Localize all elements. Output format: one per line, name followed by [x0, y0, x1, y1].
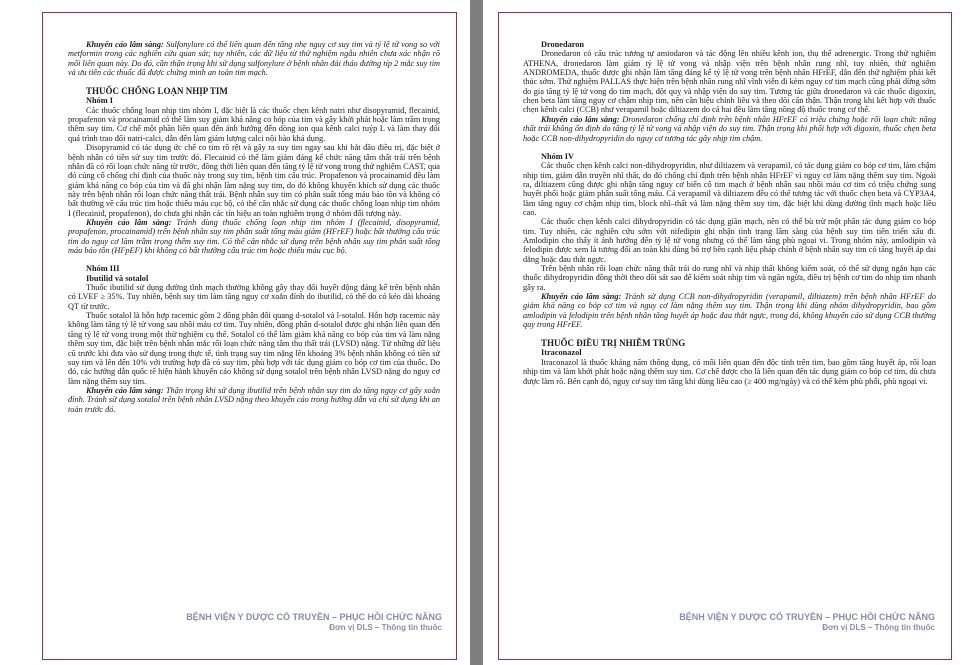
document-page-right [483, 0, 965, 665]
drug-title: Dronedaron [541, 40, 585, 49]
section-title: THUỐC CHỐNG LOẠN NHỊP TIM [86, 86, 228, 97]
subsection-title: Nhóm I [86, 96, 113, 106]
body-paragraph: Itraconazol là thuốc kháng nấm thông dụng, có mối liên quan đến độc tính trên tim, bao gồm tăng huyết áp, rối loạn nhịp tim và làm khởi phát hoặc nặng thêm suy tim. Cơ chế được cho là liên quan đến tác dụng giảm co bóp cơ tim, dù chưa được làm rõ. Bên cạnh đó, nguy cơ suy tim tăng khi dùng liều cao (≥ 400 mg/ngày) và có thể kèm phù phổi, phù ngoại vi. [523, 357, 936, 386]
body-paragraph: Dronedaron có cấu trúc tương tự amiodaron và tác động lên nhiều kênh ion, thụ thể adrenergic. Trong thử nghiệm ATHENA, dronedaron làm giảm tỷ lệ tử vong và nhập viện trên bệnh nhân rung nhĩ, tuy nhiên, thử nghiệm ANDROMEDA, thuốc được ghi nhận làm tăng đáng kể tỷ lệ tử vong trên bệnh nhân HFrEF, dẫn đến thử nghiệm phải kết thúc sớm. Thử nghiệm PALLAS thực hiện trên bệnh nhân rung nhĩ vĩnh viễn đi kèm nguy cơ tim mạch cũng phải dừng sớm do gia tăng tỷ lệ tử vong do tim mạch, đột quỵ và nhập viện do suy tim. Tương tác giữa dronedaron và các thuốc digoxin, chẹn beta làm tăng nguy cơ chậm nhịp tim, nên cần hiệu chỉnh liều và theo dõi cẩn thận. Thận trọng khi kết hợp với thuốc chẹn kênh calci (CCB) như verapamil hoặc diltiazem do cả hai đều làm tăng nồng độ thuốc trong cơ thể. [523, 49, 936, 115]
recommendation-label: Khuyến cáo lâm sàng: [86, 217, 172, 227]
footer-unit-name: Đơn vị DLS – Thông tin thuốc [329, 623, 442, 632]
recommendation-text: Thận trọng khi sử dụng ibutilid trên bệnh nhân suy tim do tăng nguy cơ gây xoắn đỉnh. Tránh sử dụng sotalol trên bệnh nhân LVSD nặng theo khuyến cáo trong hướng dẫn và chỉ sử dụng khi an toàn trước đó. [68, 385, 440, 414]
body-paragraph: Các thuốc chẹn kênh calci dihydropyridin có tác dụng giãn mạch, nên có thể bù trừ một phần tác dụng giảm co bóp tim. Tuy nhiên, các nghiên cứu sớm với nifedipin ghi nhận tình trạng lâm sàng của bệnh suy tim tiến triển xấu đi. Amlodipin cho thấy ít ảnh hưởng đến tỷ lệ tử vong nhưng có thể làm tăng phù ngoại vi. Trong nhóm này, amlodipin và felodipin được xem là tương đối an toàn khi dùng bổ trợ bên cạnh liệu pháp chính ở bệnh nhân suy tim có tăng huyết áp dai dẳng hoặc đau thắt ngực. [523, 217, 936, 264]
body-paragraph: Thuốc sotalol là hỗn hợp racemic gồm 2 đồng phân đối quang d-sotalol và l-sotalol. Hỗn hợp racemic này không làm tăng tỷ lệ tử vong sau nhồi máu cơ tim. Tuy nhiên, đồng phân d-sotalol được ghi nhận liên quan đến tăng tỷ lệ tử vong trong một thử nghiệm cụ thể. Sotalol có thể làm giảm khả năng co bóp của tim và làm nặng thêm suy tim, đặc biệt trên bệnh nhân mắc rối loạn chức năng tâm thu thất trái (LVSD) nặng. Từ những dữ liệu cũ trước khi đưa vào sử dụng trong thực tế, tình trạng suy tim nặng lên khoảng 3% bệnh nhân không có tiền sử suy tim và lên đến 10% với trường hợp đã có suy tim, phù hợp với tác dụng giảm co bóp cơ tim của thuốc. Do đó, các hướng dẫn quốc tế hiện hành khuyến cáo không sử dụng sotalol trên bệnh nhân LVSD nặng do nguy cơ làm nặng thêm suy tim. [68, 311, 440, 386]
recommendation-paragraph [68, 386, 440, 414]
page-footer [679, 612, 935, 633]
recommendation-text: Tránh sử dụng CCB non-dihydropyridin (verapamil, diltiazem) trên bệnh nhân HFrEF do giảm khả năng co bóp cơ tim và nguy cơ làm nặng thêm suy tim. Thận trọng khi dùng nhóm dihydropyridin, bao gồm amlodipin và felodipin trên bệnh nhân tăng huyết áp hoặc đau thắt ngực, trong đó, không khuyến cáo sử dụng CCB thường quy trong HFrEF. [523, 292, 936, 330]
recommendation-text: Sulfonylure có thể liên quan đến tăng nhẹ nguy cơ suy tim và tỷ lệ tử vong so với metformin trong các nghiên cứu quan sát; tuy nhiên, các dữ liệu từ thử nghiệm ngẫu nhiên chưa xác nhận rõ mối liên quan này. Do đó, cần thận trọng khi sử dụng sulfonylure ở bệnh nhân đái tháo đường típ 2 mắc suy tim và ưu tiên các thuốc đã được chứng minh an toàn tim mạch. [68, 40, 440, 78]
footer-hospital-name: BỆNH VIỆN Y DƯỢC CỔ TRUYỀN – PHỤC HỒI CHỨC NĂNG [679, 612, 935, 622]
page-footer [186, 612, 442, 633]
recommendation-paragraph [523, 292, 936, 329]
footer-hospital-name: BỆNH VIỆN Y DƯỢC CỔ TRUYỀN – PHỤC HỒI CHỨC NĂNG [186, 612, 442, 622]
recommendation-label: Khuyến cáo lâm sàng: [86, 40, 164, 49]
subsection-title: Nhóm III [86, 264, 120, 274]
drug-title: Itraconazol [541, 348, 582, 358]
body-paragraph: Các thuốc chẹn kênh calci non-dihydropyridin, như diltiazem và verapamil, có tác dụng giảm co bóp cơ tim, làm chậm nhịp tim, giảm dẫn truyền nhĩ thất, do đó chống chỉ định trên bệnh nhân HFrEF vì nguy cơ làm nặng thêm suy tim. Ngoài ra, diltiazem cũng được ghi nhận tăng nguy cơ biến cố tim mạch ở bệnh nhân sau nhồi máu cơ tim có triệu chứng sung huyết phổi hoặc giảm phân suất tống máu. Cả verapamil và diltiazem đều có thể tương tác với thuốc chẹn beta và CYP3A4, làm tăng nguy cơ chậm nhịp tim, block nhĩ–thất và làm nặng thêm suy tim, đặc biệt khi dùng đường tĩnh mạch hoặc liều cao. [523, 161, 936, 217]
body-paragraph: Thuốc ibutilid sử dụng đường tĩnh mạch thường không gây thay đổi huyết động đáng kể trên bệnh nhân có LVEF ≥ 35%. Tuy nhiên, bệnh suy tim làm tăng nguy cơ xoắn đỉnh do ibutilid, có thể do có kéo dài khoảng QT từ trước. [68, 283, 440, 311]
recommendation-label: Khuyến cáo lâm sàng: [86, 385, 164, 395]
footer-unit-name: Đơn vị DLS – Thông tin thuốc [822, 623, 935, 632]
recommendation-text: Tránh dùng thuốc chống loạn nhịp tim nhóm I (flecainid, disopyramid, propafenon, procainamid) trên bệnh nhân suy tim phân suất tống máu giảm (HFrEF) hoặc bất thường cấu trúc tim do nguy cơ làm trầm trọng thêm suy tim. Có thể cân nhắc sử dụng trên bệnh nhân suy tim phân suất tống máu bảo tồn (HFpEF) khi không có bất thường cấu trúc tim hoặc thiếu máu cục bộ. [68, 217, 440, 255]
recommendation-text: Dronedaron chống chỉ định trên bệnh nhân HFrEF có triệu chứng hoặc rối loạn chức năng thất trái không ổn định do tăng tỷ lệ tử vong và nhập viện do suy tim. Thận trọng khi phối hợp với digoxin, thuốc chẹn beta hoặc CCB non-dihydropyridin do nguy cơ tương tác gây nhịp tim chậm. [523, 114, 936, 143]
recommendation-paragraph [523, 115, 936, 143]
body-paragraph: Các thuốc chống loạn nhịp tim nhóm I, đặc biệt là các thuốc chẹn kênh natri như disopyramid, flecainid, propafenon và procainamid có thể làm suy giảm khả năng co bóp của tim và gây khởi phát hoặc làm trầm trọng thêm suy tim. Cơ chế một phần liên quan đến ảnh hưởng đến dòng ion qua kênh calci tuýp L và làm thay đổi quá trình trao đổi natri-calci, dẫn đến làm giảm lượng calci nội bào khả dụng. [68, 105, 440, 143]
body-paragraph: Trên bệnh nhân rối loạn chức năng thất trái do rung nhĩ và nhịp thất không kiểm soát, có thể sử dụng ngắn hạn các thuốc dihydropyridin đồng thời theo dõi sát sao để kiểm soát nhịp tim và ngăn ngừa, điều trị bệnh cơ tim do nhịp tim nhanh gây ra. [523, 264, 936, 292]
subsection-title: Nhóm IV [541, 151, 574, 161]
recommendation-paragraph [68, 218, 440, 255]
recommendation-paragraph [68, 40, 440, 77]
recommendation-label: Khuyến cáo lâm sàng: [541, 292, 622, 302]
section-title: THUỐC ĐIỀU TRỊ NHIỄM TRÙNG [541, 338, 686, 349]
page-content [523, 40, 936, 386]
recommendation-label: Khuyến cáo lâm sàng: [541, 114, 620, 124]
document-page-left [0, 0, 470, 665]
page-content [68, 40, 440, 414]
body-paragraph: Disopyramid có tác dụng ức chế co tim rõ rệt và gây ra suy tim ngay sau khi bắt đầu điều trị, đặc biệt ở bệnh nhân có tiền sử suy tim trước đó. Flecainid có thể làm giảm đáng kể chức năng tâm thất trái trên bệnh nhân đã có rối loạn chức năng từ trước, đồng thời liên quan đến tăng tỷ lệ tử vong trong thử nghiệm CAST, qua đó củng cố chống chỉ định của thuốc này trong suy tim, bệnh tim cấu trúc. Propafenon và procainamid đều làm giảm khả năng co bóp của tim và đã ghi nhận làm nặng suy tim, do đó không khuyến khích sử dụng các thuốc này trên bệnh nhân rối loạn chức năng thất trái. Bệnh nhân suy tim có phân suất tống máu bảo tồn và không có bất thường về cấu trúc tim hoặc thiếu máu cục bộ, có thể cân nhắc sử dụng các thuốc chống loạn nhịp tim nhóm I (flecainid, propafenon), do chưa ghi nhận các tín hiệu an toàn nghiêm trọng ở nhóm đối tượng này. [68, 143, 440, 218]
drug-title: Ibutilid và sotalol [86, 273, 149, 283]
